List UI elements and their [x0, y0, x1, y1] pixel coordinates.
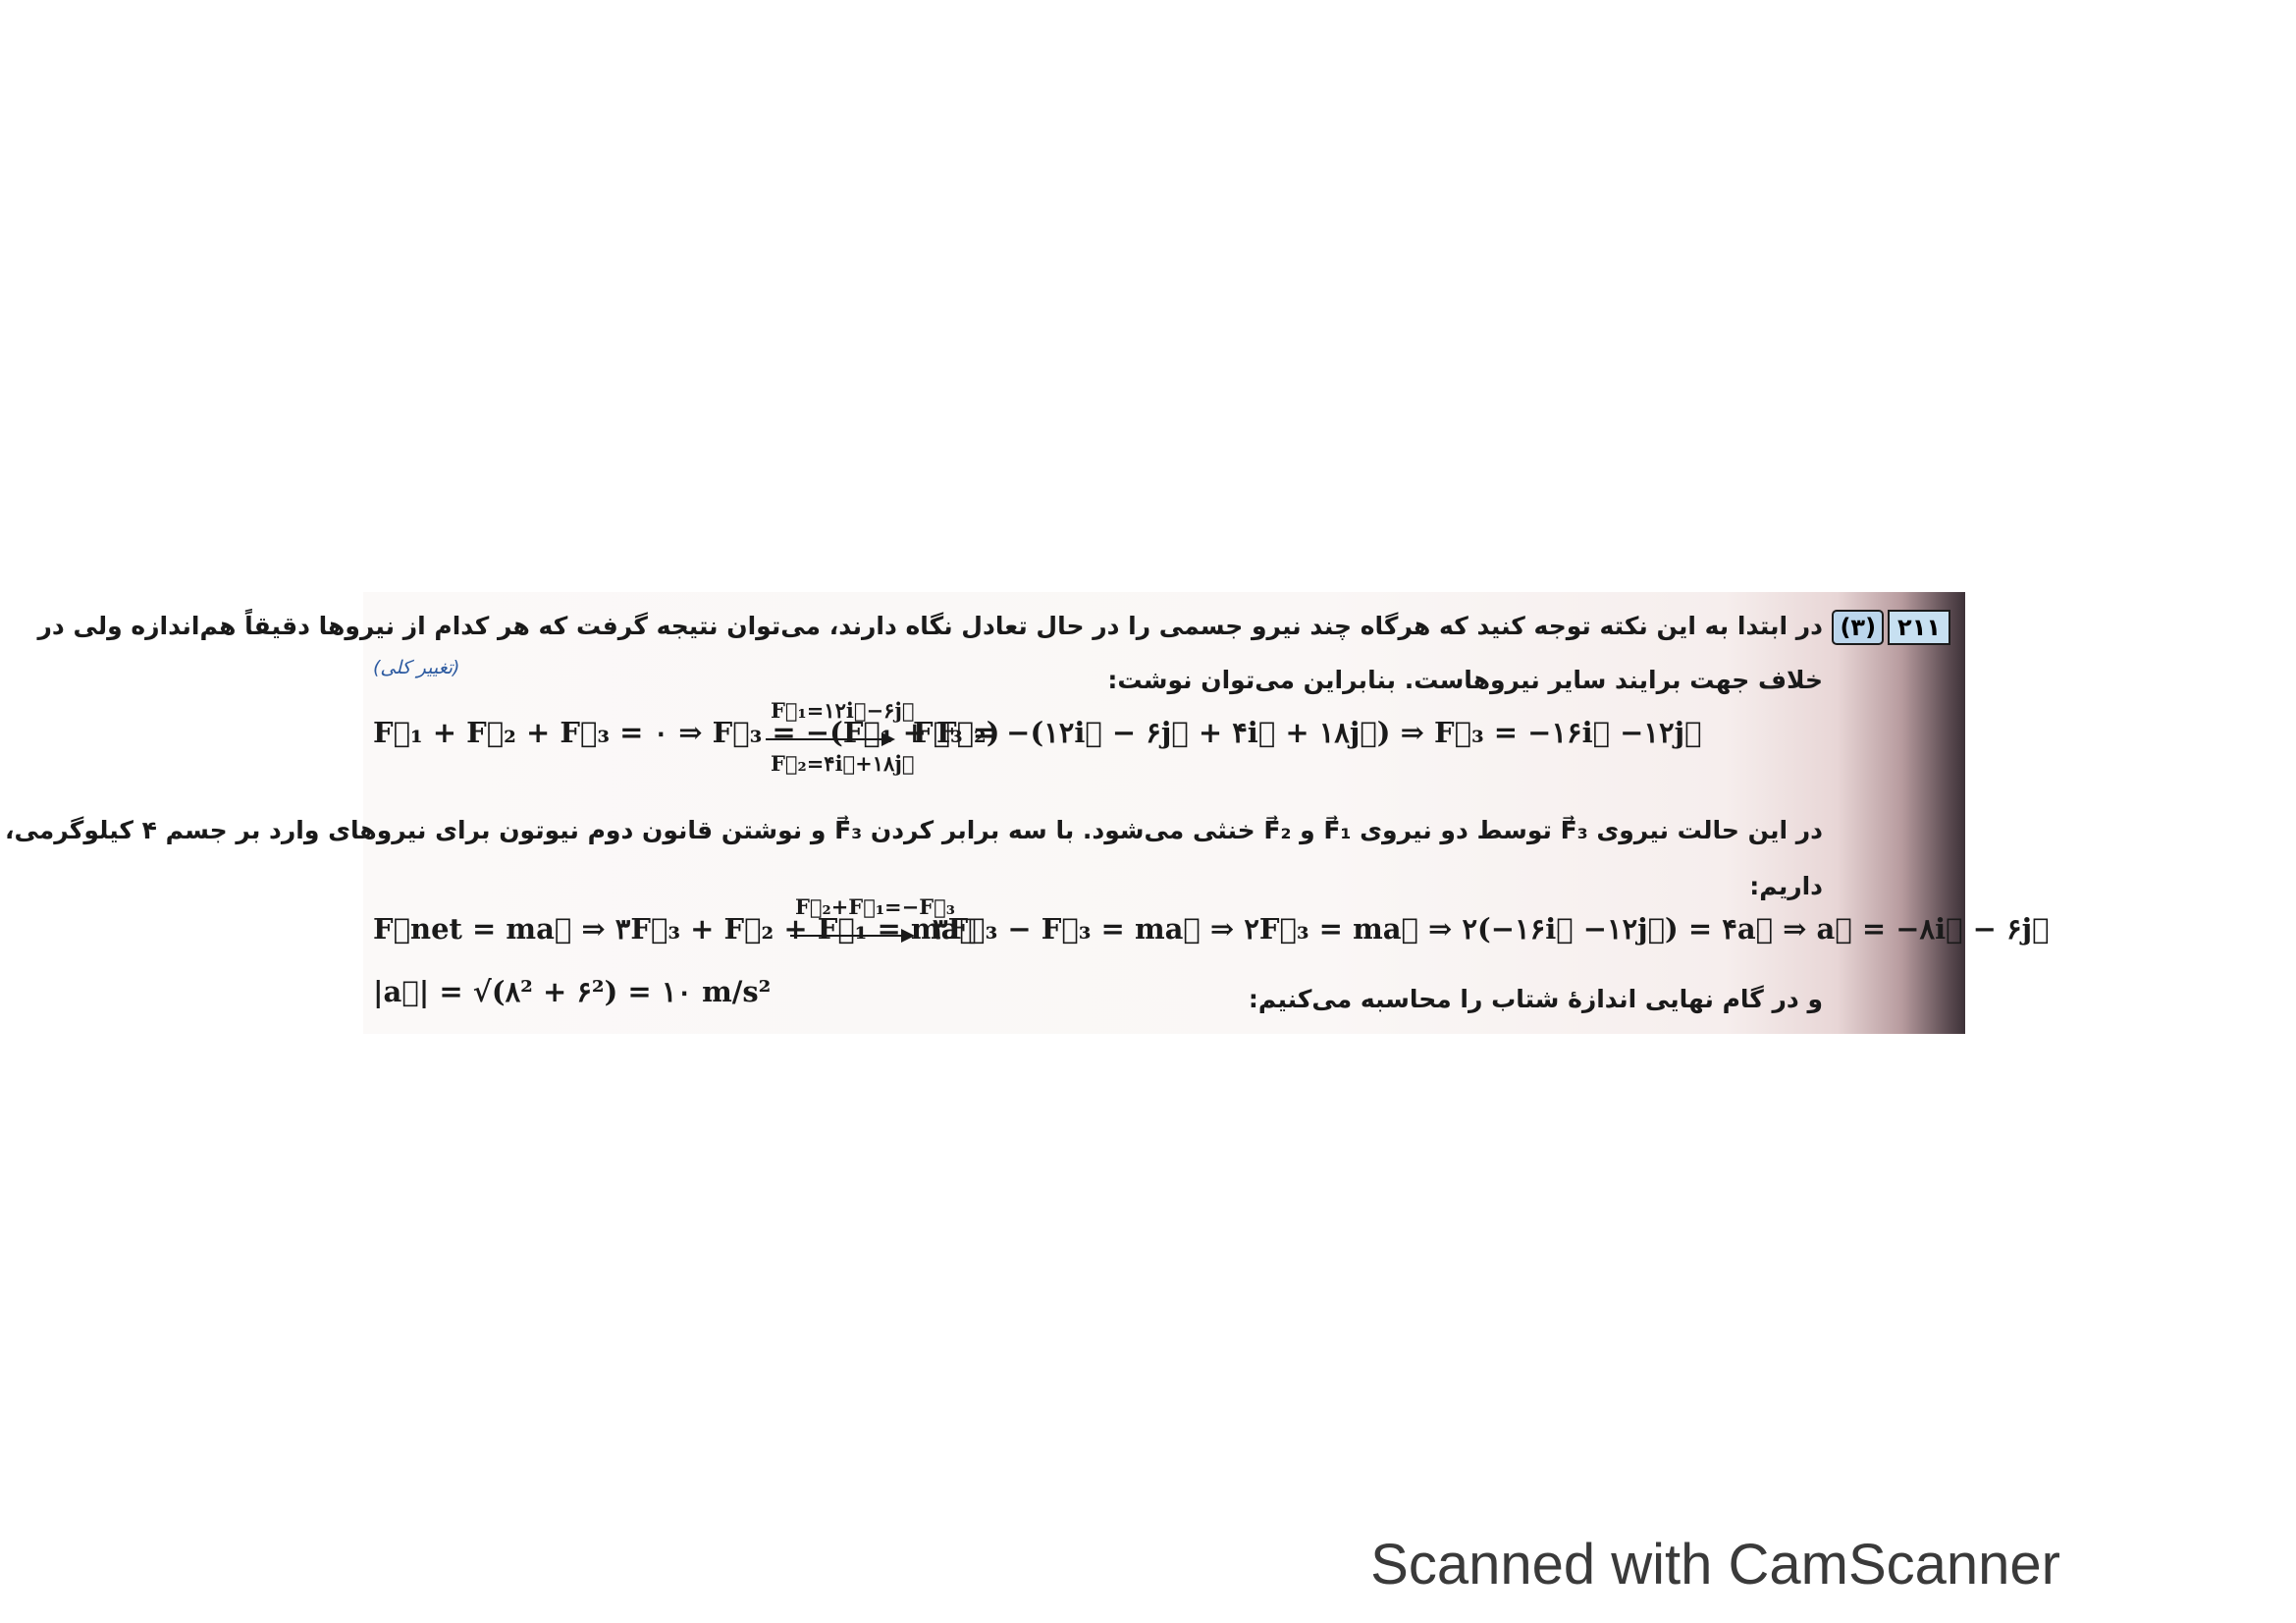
equation-1-left: F⃗₁ + F⃗₂ + F⃗₃ = ۰ ⇒ F⃗₃ = −(F⃗₁ + F⃗₂) [373, 716, 1000, 749]
equation-1-arrow [766, 738, 893, 740]
answer-choice: (۳) [1832, 610, 1884, 645]
equation-1-right: F⃗₃ = −(۱۲i⃗ − ۶j⃗ + ۴i⃗ + ۱۸j⃗) ⇒ F⃗₃ = −۱۶i⃗ −۱۲j⃗ [913, 716, 1702, 749]
paragraph-line-1: در ابتدا به این نکته توجه کنید که هرگاه چند نیرو جسمی را در حال تعادل نگاه دارند، می‌توان نتیجه گرفت که هر کدام از نیروها دقیقاً هم‌اندازه ولی در [37, 612, 1823, 640]
equation-2-arrow-top: F⃗₂+F⃗₁=−F⃗₃ [795, 894, 955, 919]
equation-2-arrow [790, 935, 913, 937]
paragraph-line-3: در این حالت نیروی F⃗₃ توسط دو نیروی F⃗₁ و F⃗₂ خنثی می‌شود. با سه برابر کردن F⃗₃ و نوشتن قانون دوم نیوتون برای نیروهای وارد بر جسم ۴ کیلوگرمی، [4, 816, 1823, 844]
equation-1-arrow-bottom: F⃗₂=۴i⃗+۱۸j⃗ [771, 751, 915, 776]
equation-2-right: ۳F⃗₃ − F⃗₃ = ma⃗ ⇒ ۲F⃗₃ = ma⃗ ⇒ ۲(−۱۶i⃗ −۱۲j⃗) = ۴a⃗ ⇒ a⃗ = −۸i⃗ − ۶j⃗ [933, 912, 2050, 946]
equation-3: |a⃗| = √(۸² + ۶²) = ۱۰ m/s² [373, 975, 772, 1008]
paragraph-line-5: و در گام نهایی اندازهٔ شتاب را محاسبه می‌کنیم: [1248, 985, 1823, 1013]
camscanner-watermark: Scanned with CamScanner [1370, 1533, 2060, 1596]
equation-1-arrow-top: F⃗₁=۱۲i⃗−۶j⃗ [771, 698, 915, 723]
margin-note: (تغییر کلی) [373, 657, 460, 678]
equation-2-left: F⃗net = ma⃗ ⇒ ۳F⃗₃ + F⃗₂ + F⃗₁ = ma⃗ [373, 912, 977, 946]
question-number: ۲۱۱ [1888, 610, 1950, 645]
question-badge [1832, 610, 1950, 645]
paragraph-line-4: داریم: [1749, 872, 1823, 900]
paragraph-line-2: خلاف جهت برایند سایر نیروهاست. بنابراین می‌توان نوشت: [1107, 666, 1823, 694]
scanned-solution [4, 592, 2050, 1034]
